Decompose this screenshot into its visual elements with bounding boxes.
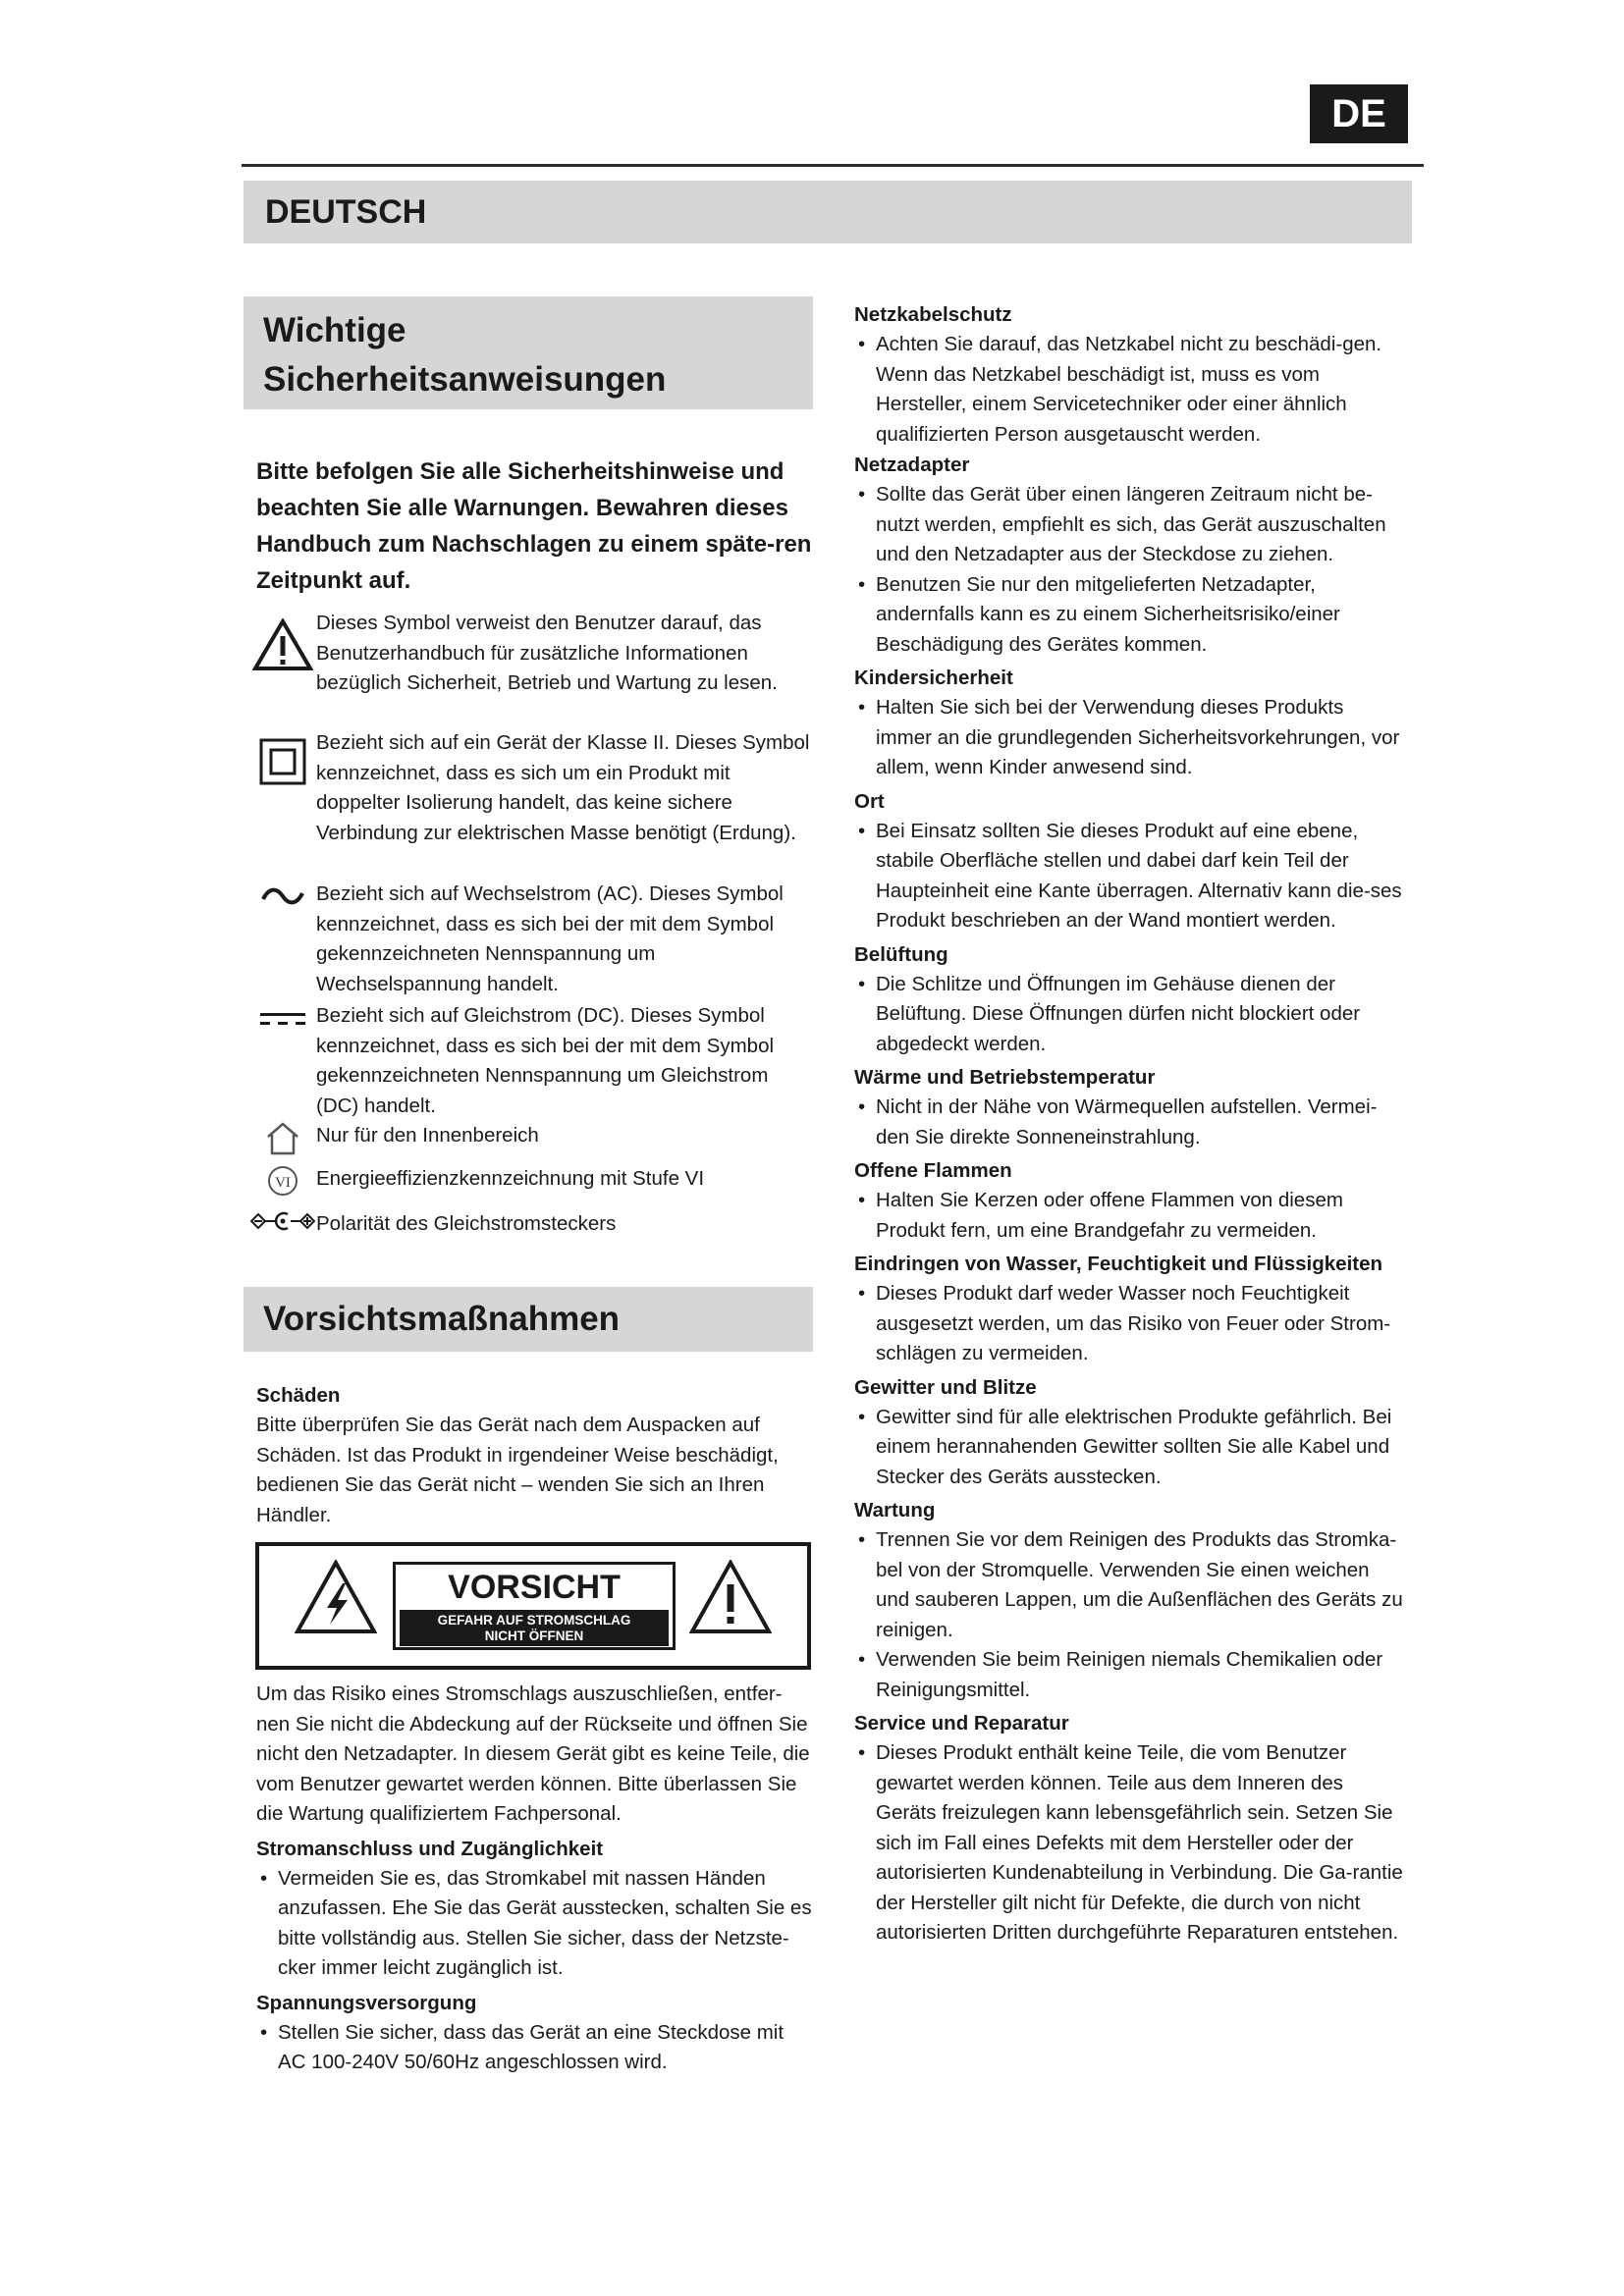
list-item: • Sollte das Gerät über einen längeren Zeitraum nicht be-nutzt werden, empfiehlt es sich, das Gerät auszuschalten und den Netzadapter aus der Steckdose zu ziehen. [854, 480, 1404, 570]
symbol-text-dc: Bezieht sich auf Gleichstrom (DC). Dieses Symbol kennzeichnet, dass es sich bei der mit dem Symbol gekennzeichneten Nennspannung um Gleichstrom (DC) handelt. [316, 1004, 775, 1117]
water-heading: Eindringen von Wasser, Feuchtigkeit und Flüssigkeiten [854, 1253, 1383, 1275]
access-list [256, 1864, 812, 1984]
symbol-text-efficiency: Energieeffizienzkennzeichnung mit Stufe VI [316, 1167, 705, 1190]
supply-heading: Spannungsversorgung [256, 1991, 477, 2014]
storm-list [854, 1403, 1404, 1493]
service-list [854, 1738, 1404, 1949]
list-item: • Verwenden Sie beim Reinigen niemals Chemikalien oder Reinigungsmittel. [854, 1645, 1404, 1705]
symbol-text-indoor: Nur für den Innenbereich [316, 1124, 539, 1147]
list-item: • Gewitter sind für alle elektrischen Produkte gefährlich. Bei einem herannahenden Gewitter sollten Sie alle Kabel und Stecker des Geräts ausstecken. [854, 1403, 1404, 1493]
damage-section [256, 1380, 812, 1530]
vent-list [854, 970, 1404, 1060]
vent-heading: Belüftung [854, 942, 948, 966]
child-heading: Kindersicherheit [854, 667, 1013, 689]
list-item: • Halten Sie Kerzen oder offene Flammen von diesem Produkt fern, um eine Brandgefahr zu vermeiden. [854, 1186, 1404, 1246]
maintenance-list [854, 1525, 1404, 1705]
dc-polarity-icon [249, 1209, 316, 1233]
shock-section [256, 1680, 812, 2078]
ac-icon [249, 880, 316, 907]
place-heading: Ort [854, 789, 885, 813]
warning-sub-line2: NICHT ÖFFNEN [484, 1629, 584, 1643]
supply-list [256, 2018, 812, 2078]
page-title: DEUTSCH [265, 193, 427, 231]
efficiency-vi-icon [249, 1164, 316, 1198]
symbol-row-efficiency [249, 1164, 815, 1209]
top-divider [242, 164, 1424, 167]
service-heading: Service und Reparatur [854, 1712, 1069, 1735]
page-title-bar [244, 181, 1412, 243]
shock-text: Um das Risiko eines Stromschlags auszuschließen, entfer-nen Sie nicht die Abdeckung auf der Rückseite und öffnen Sie nicht den Netzadapter. In diesem Gerät gibt es keine Teile, die vom Benutzer gewartet werden können. Bitte überlassen Sie die Wartung qualifiziertem Fachpersonal. [256, 1682, 810, 1825]
heat-list [854, 1093, 1404, 1152]
safety-title-line2: Sicherheitsanweisungen [263, 360, 667, 399]
class-ii-icon [249, 728, 316, 785]
damage-text: Bitte überprüfen Sie das Gerät nach dem Auspacken auf Schäden. Ist das Produkt in irgendeiner Weise beschädigt, bedienen Sie das Gerät nicht – wenden Sie sich an Ihren Händler. [256, 1414, 779, 1526]
warning-title: VORSICHT [448, 1569, 621, 1606]
flame-heading: Offene Flammen [854, 1159, 1012, 1182]
access-heading: Stromanschluss und Zugänglichkeit [256, 1837, 604, 1860]
place-list [854, 817, 1404, 936]
electric-shock-icon [295, 1560, 377, 1639]
symbol-row-class-ii [249, 728, 815, 880]
list-item: • Die Schlitze und Öffnungen im Gehäuse dienen der Belüftung. Diese Öffnungen dürfen nicht blockiert oder abgedeckt werden. [854, 970, 1404, 1060]
list-item: • Nicht in der Nähe von Wärmequellen aufstellen. Vermei-den Sie direkte Sonneneinstrahlung. [854, 1093, 1404, 1152]
language-badge: DE [1310, 84, 1408, 143]
water-list [854, 1279, 1404, 1369]
symbol-list [249, 609, 815, 1249]
list-item: • Stellen Sie sicher, dass das Gerät an eine Steckdose mit AC 100-240V 50/60Hz angeschlossen wird. [256, 2018, 812, 2078]
safety-title-bar [244, 296, 813, 409]
warning-sub-line1: GEFAHR AUF STROMSCHLAG [437, 1613, 631, 1628]
list-item: • Benutzen Sie nur den mitgelieferten Netzadapter, andernfalls kann es zu einem Sicherheitsrisiko/einer Beschädigung des Gerätes kommen. [854, 570, 1404, 661]
heat-heading: Wärme und Betriebstemperatur [854, 1066, 1156, 1089]
cable-list [854, 330, 1404, 450]
exclamation-warning-icon [689, 1560, 772, 1639]
warning-triangle-icon [249, 609, 316, 671]
list-item: • Dieses Produkt darf weder Wasser noch Feuchtigkeit ausgesetzt werden, um das Risiko von Feuer oder Strom-schlägen zu vermeiden. [854, 1279, 1404, 1369]
list-item: • Dieses Produkt enthält keine Teile, die vom Benutzer gewartet werden können. Teile aus dem Inneren des Geräts freizulegen kann lebensgefährlich sein. Setzen Sie sich im Fall eines Defekts mit dem Hersteller oder der autorisierten Kundenabteilung in Verbindung. Die Ga-rantie der Hersteller gilt nicht für Defekte, die durch von nicht autorisierten Dritten durchgeführte Reparaturen entstehen. [854, 1738, 1404, 1949]
symbol-row-dc [249, 1001, 815, 1121]
symbol-row-indoor [249, 1121, 815, 1164]
list-item: • Trennen Sie vor dem Reinigen des Produkts das Stromka-bel von der Stromquelle. Verwenden Sie einen weichen und sauberen Lappen, um die Außenflächen des Geräts zu reinigen. [854, 1525, 1404, 1645]
symbol-row-warning [249, 609, 815, 728]
warning-label-box [393, 1562, 676, 1650]
damage-heading: Schäden [256, 1384, 341, 1407]
maintenance-heading: Wartung [854, 1499, 936, 1522]
efficiency-vi-label: VI [275, 1175, 291, 1191]
cable-heading: Netzkabelschutz [854, 303, 1012, 326]
list-item: • Achten Sie darauf, das Netzkabel nicht zu beschädi-gen. Wenn das Netzkabel beschädigt ist, muss es vom Hersteller, einem Servicetechniker oder einer ähnlich qualifizierten Person ausgetauscht werden. [854, 330, 1404, 450]
symbol-text-warning: Dieses Symbol verweist den Benutzer darauf, das Benutzerhandbuch für zusätzliche Informationen bezüglich Sicherheit, Betrieb und Wartung zu lesen. [316, 612, 778, 694]
adapter-list [854, 480, 1404, 660]
safety-title-line1: Wichtige [263, 311, 406, 349]
safety-intro: Bitte befolgen Sie alle Sicherheitshinweise und beachten Sie alle Warnungen. Bewahren dieses Handbuch zum Nachschlagen zu einem späte-ren Zeitpunkt auf. [256, 458, 812, 594]
dc-icon [249, 1001, 316, 1027]
indoor-house-icon [249, 1121, 316, 1156]
child-list [854, 693, 1404, 783]
list-item: • Bei Einsatz sollten Sie dieses Produkt auf eine ebene, stabile Oberfläche stellen und dabei darf kein Teil der Haupteinheit eine Kante überragen. Alternativ kann die-ses Produkt beschrieben an der Wand montiert werden. [854, 817, 1404, 936]
list-item: • Halten Sie sich bei der Verwendung dieses Produkts immer an die grundlegenden Sicherheitsvorkehrungen, vor allem, wenn Kinder anwesend sind. [854, 693, 1404, 783]
symbol-text-ac: Bezieht sich auf Wechselstrom (AC). Dieses Symbol kennzeichnet, dass es sich bei der mit dem Symbol gekennzeichneten Nennspannung um Wechselspannung handelt. [316, 882, 784, 995]
right-column [854, 299, 1404, 1949]
symbol-row-polarity [249, 1209, 815, 1249]
warning-subtitle [400, 1610, 669, 1646]
storm-heading: Gewitter und Blitze [854, 1375, 1037, 1399]
precautions-title-bar [244, 1287, 813, 1352]
adapter-heading: Netzadapter [854, 454, 970, 476]
warning-label [255, 1542, 811, 1670]
symbol-row-ac [249, 880, 815, 1001]
flame-list [854, 1186, 1404, 1246]
symbol-text-class-ii: Bezieht sich auf ein Gerät der Klasse II. Dieses Symbol kennzeichnet, dass es sich um ein Produkt mit doppelter Isolierung handelt, das keine sichere Verbindung zur elektrischen Masse benötigt (Erdung). [316, 731, 810, 844]
safety-title [263, 306, 793, 404]
symbol-text-polarity: Polarität des Gleichstromsteckers [316, 1212, 617, 1235]
list-item: • Vermeiden Sie es, das Stromkabel mit nassen Händen anzufassen. Ehe Sie das Gerät ausstecken, schalten Sie es bitte vollständig aus. Stellen Sie sicher, dass der Netzste-cker immer leicht zugänglich ist. [256, 1864, 812, 1984]
precautions-title: Vorsichtsmaßnahmen [263, 1300, 621, 1338]
